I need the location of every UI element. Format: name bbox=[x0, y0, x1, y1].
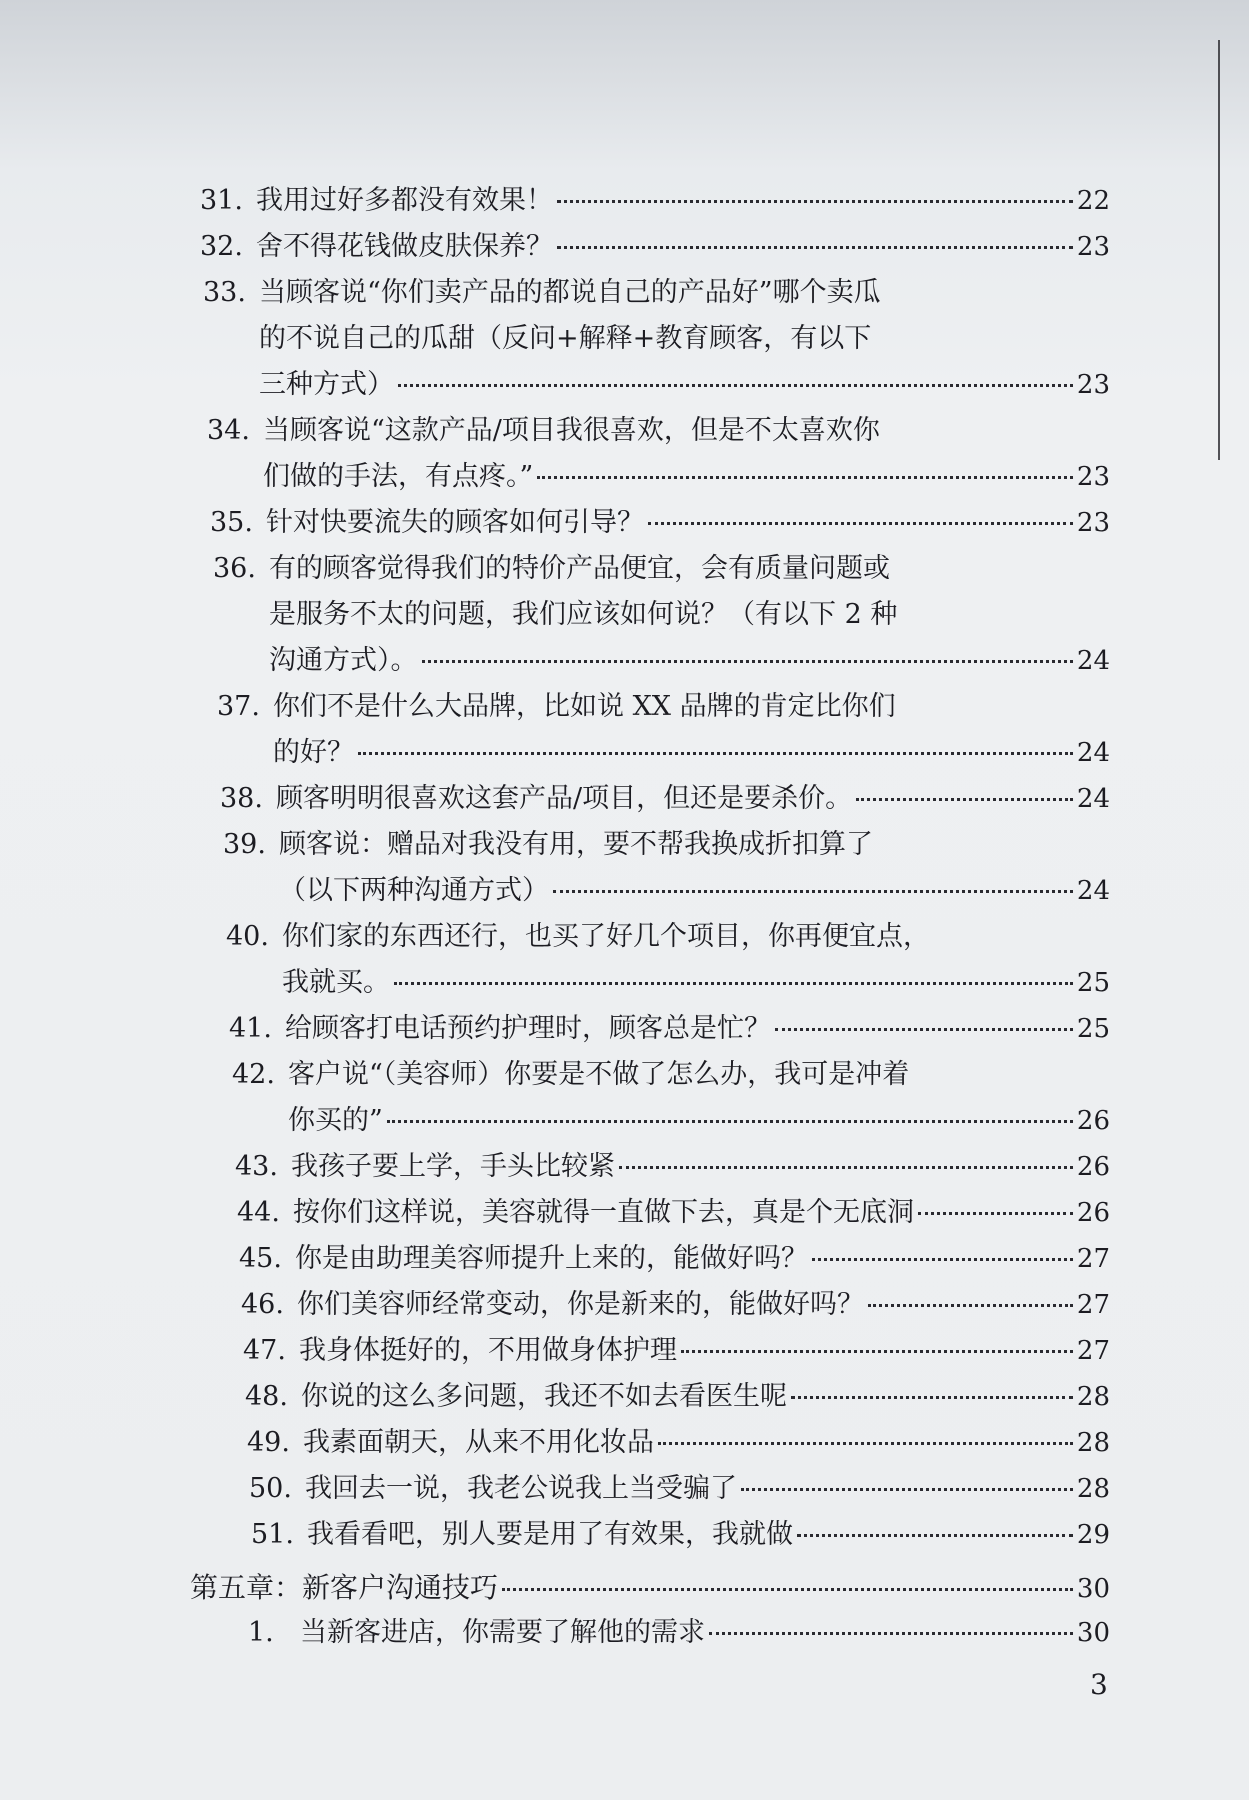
entry-text-line: 顾客说：赠品对我没有用，要不帮我换成折扣算了 bbox=[279, 829, 873, 860]
entry-page-ref: 24 bbox=[1076, 738, 1110, 768]
chapter-entry[interactable] bbox=[190, 1565, 1110, 1611]
toc-entry[interactable] bbox=[200, 178, 1110, 224]
entry-page-ref: 25 bbox=[1076, 1014, 1110, 1044]
dot-leader bbox=[856, 798, 1073, 801]
entry-page-ref: 26 bbox=[1076, 1198, 1110, 1228]
toc-entry[interactable] bbox=[235, 1144, 1110, 1190]
dot-leader bbox=[648, 522, 1073, 525]
entry-number: 1. bbox=[248, 1617, 274, 1648]
toc-entry[interactable] bbox=[241, 1282, 1110, 1328]
entry-text-line: 你说的这么多问题，我还不如去看医生呢 bbox=[301, 1381, 787, 1412]
entry-number: 37. bbox=[217, 691, 260, 722]
entry-page-ref: 22 bbox=[1076, 186, 1110, 216]
entry-text-line: 我素面朝天，从来不用化妆品 bbox=[303, 1427, 654, 1458]
dot-leader bbox=[537, 476, 1073, 479]
toc-entry[interactable] bbox=[245, 1374, 1110, 1420]
dot-leader bbox=[868, 1304, 1073, 1307]
toc-entry[interactable] bbox=[251, 1512, 1110, 1558]
entry-number: 50. bbox=[249, 1473, 292, 1504]
entry-number: 35. bbox=[210, 507, 253, 538]
entry-number: 51. bbox=[251, 1519, 294, 1550]
entry-page-ref: 23 bbox=[1076, 232, 1110, 262]
entry-number: 40. bbox=[226, 921, 269, 952]
dot-leader bbox=[681, 1350, 1073, 1353]
entry-text-line: 是服务不太的问题，我们应该如何说？（有以下 2 种 bbox=[269, 599, 898, 630]
dot-leader bbox=[797, 1534, 1073, 1537]
dot-leader bbox=[557, 246, 1073, 249]
entry-text-line: 我回去一说，我老公说我上当受骗了 bbox=[305, 1473, 737, 1504]
entry-text-line: 有的顾客觉得我们的特价产品便宜，会有质量问题或 bbox=[269, 553, 890, 584]
entry-text-line: 我就买。 bbox=[282, 967, 390, 998]
toc-entry[interactable] bbox=[220, 776, 1110, 822]
entry-page-ref: 30 bbox=[1076, 1618, 1110, 1648]
entry-page-ref: 24 bbox=[1076, 876, 1110, 906]
entry-page-ref: 27 bbox=[1076, 1244, 1110, 1274]
entry-number: 42. bbox=[232, 1059, 275, 1090]
toc-entry[interactable] bbox=[229, 1006, 1110, 1052]
dot-leader bbox=[741, 1488, 1073, 1491]
entry-text-line: 我用过好多都没有效果！ bbox=[256, 185, 553, 216]
toc-entry[interactable] bbox=[239, 1236, 1110, 1282]
entry-number: 45. bbox=[239, 1243, 282, 1274]
entry-page-ref: 29 bbox=[1076, 1520, 1110, 1550]
entry-page-ref: 28 bbox=[1076, 1382, 1110, 1412]
entry-number: 48. bbox=[245, 1381, 288, 1412]
entry-page-ref: 27 bbox=[1076, 1290, 1110, 1320]
entry-text-line: 舍不得花钱做皮肤保养？ bbox=[256, 231, 553, 262]
entry-text-line: 沟通方式）。 bbox=[269, 645, 418, 676]
toc-entry[interactable] bbox=[237, 1190, 1110, 1236]
entry-text-line: 你们美容师经常变动，你是新来的，能做好吗？ bbox=[297, 1289, 864, 1320]
entry-number: 31. bbox=[200, 185, 243, 216]
chapter-title: 第五章：新客户沟通技巧 bbox=[190, 1571, 499, 1604]
dot-leader bbox=[709, 1632, 1073, 1635]
entry-text-line: 当顾客说“你们卖产品的都说自己的产品好”哪个卖瓜 bbox=[259, 277, 881, 308]
entry-text: 当新客进店，你需要了解他的需求 bbox=[300, 1617, 705, 1648]
entry-text-line: 针对快要流失的顾客如何引导？ bbox=[266, 507, 644, 538]
entry-number: 34. bbox=[207, 415, 250, 446]
dot-leader bbox=[394, 982, 1073, 985]
dot-leader bbox=[775, 1028, 1073, 1031]
entry-page-ref: 23 bbox=[1076, 508, 1110, 538]
toc-entry[interactable] bbox=[247, 1420, 1110, 1466]
dot-leader bbox=[791, 1396, 1073, 1399]
entry-page-ref: 27 bbox=[1076, 1336, 1110, 1366]
entry-text-line: 你们家的东西还行，也买了好几个项目，你再便宜点， bbox=[282, 921, 930, 952]
dot-leader bbox=[502, 1588, 1073, 1591]
entry-page-ref: 26 bbox=[1076, 1152, 1110, 1182]
entry-number: 32. bbox=[200, 231, 243, 262]
dot-leader bbox=[387, 1120, 1073, 1123]
entry-page-ref: 28 bbox=[1076, 1428, 1110, 1458]
entry-number: 43. bbox=[235, 1151, 278, 1182]
entry-text-line: 你是由助理美容师提升上来的，能做好吗？ bbox=[295, 1243, 808, 1274]
toc-entry[interactable] bbox=[223, 822, 1110, 914]
entry-number: 44. bbox=[237, 1197, 280, 1228]
entry-number: 41. bbox=[229, 1013, 272, 1044]
entry-page-ref: 24 bbox=[1076, 646, 1110, 676]
entry-text-line: 我看看吧，别人要是用了有效果，我就做 bbox=[307, 1519, 793, 1550]
entry-text-line: （以下两种沟通方式） bbox=[279, 875, 549, 906]
entry-number: 36. bbox=[213, 553, 256, 584]
toc-entry[interactable] bbox=[210, 500, 1110, 546]
entry-number: 33. bbox=[203, 277, 246, 308]
toc-entry[interactable] bbox=[232, 1052, 1110, 1144]
sub-entry[interactable] bbox=[248, 1610, 1110, 1656]
dot-leader bbox=[358, 752, 1073, 755]
entry-text-line: 的不说自己的瓜甜（反问+解释+教育顾客，有以下 bbox=[259, 323, 872, 354]
toc-entry[interactable] bbox=[203, 270, 1110, 408]
entry-page-ref: 26 bbox=[1076, 1106, 1110, 1136]
toc-entry[interactable] bbox=[213, 546, 1110, 684]
dot-leader bbox=[398, 384, 1073, 387]
entry-number: 49. bbox=[247, 1427, 290, 1458]
entry-text-line: 按你们这样说，美容就得一直做下去，真是个无底洞 bbox=[293, 1197, 914, 1228]
entry-text-line: 你买的” bbox=[288, 1105, 383, 1136]
entry-text-line: 顾客明明很喜欢这套产品/项目，但还是要杀价。 bbox=[276, 783, 853, 814]
dot-leader bbox=[422, 660, 1073, 663]
entry-text-line: 的好？ bbox=[273, 737, 354, 768]
dot-leader bbox=[553, 890, 1073, 893]
toc-entry[interactable] bbox=[207, 408, 1110, 500]
toc-entry[interactable] bbox=[200, 224, 1110, 270]
entry-page-ref: 23 bbox=[1076, 462, 1110, 492]
toc-entry[interactable] bbox=[243, 1328, 1110, 1374]
entry-text-line: 给顾客打电话预约护理时，顾客总是忙？ bbox=[285, 1013, 771, 1044]
toc-entry[interactable] bbox=[217, 684, 1110, 776]
entry-page-ref: 24 bbox=[1076, 784, 1110, 814]
entry-text-line: 当顾客说“这款产品/项目我很喜欢，但是不太喜欢你 bbox=[263, 415, 880, 446]
entry-text-line: 三种方式） bbox=[259, 369, 394, 400]
dot-leader bbox=[557, 200, 1073, 203]
entry-text-line: 我孩子要上学，手头比较紧 bbox=[291, 1151, 615, 1182]
entry-page-ref: 28 bbox=[1076, 1474, 1110, 1504]
dot-leader bbox=[658, 1442, 1073, 1445]
entry-number: 38. bbox=[220, 783, 263, 814]
entry-text-line: 你们不是什么大品牌，比如说 XX 品牌的肯定比你们 bbox=[273, 691, 896, 722]
dot-leader bbox=[918, 1212, 1073, 1215]
entry-page-ref: 25 bbox=[1076, 968, 1110, 998]
entry-text-line: 们做的手法，有点疼。” bbox=[263, 461, 534, 492]
page-number: 3 bbox=[1090, 1668, 1108, 1701]
toc-entry[interactable] bbox=[226, 914, 1110, 1006]
chapter-page-ref: 30 bbox=[1076, 1574, 1110, 1604]
entry-number: 47. bbox=[243, 1335, 286, 1366]
entry-page-ref: 23 bbox=[1076, 370, 1110, 400]
entry-text-line: 客户说“（美容师）你要是不做了怎么办，我可是冲着 bbox=[288, 1059, 910, 1090]
entry-number: 39. bbox=[223, 829, 266, 860]
entry-number: 46. bbox=[241, 1289, 284, 1320]
dot-leader bbox=[619, 1166, 1073, 1169]
toc-entry[interactable] bbox=[249, 1466, 1110, 1512]
dot-leader bbox=[812, 1258, 1073, 1261]
entry-text-line: 我身体挺好的，不用做身体护理 bbox=[299, 1335, 677, 1366]
